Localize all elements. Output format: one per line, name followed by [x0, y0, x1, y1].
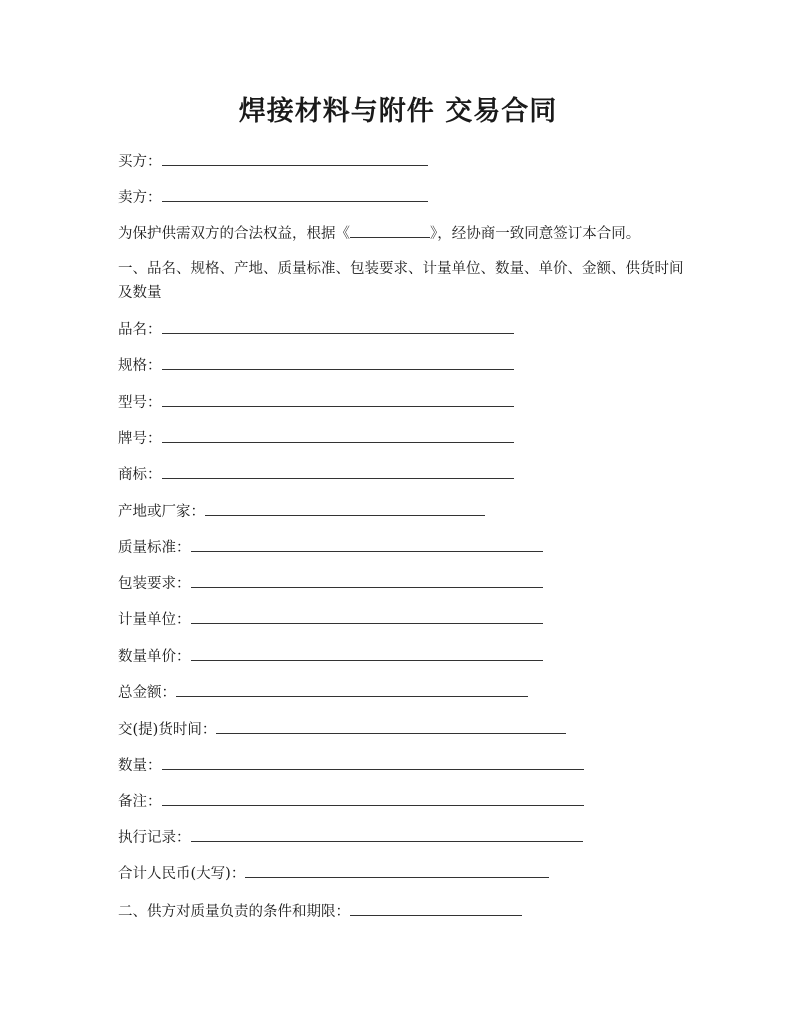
field-label: 型号：: [118, 395, 162, 411]
section-1-heading: 一、品名、规格、产地、质量标准、包装要求、计量单位、数量、单价、金额、供货时间及数量: [118, 261, 684, 301]
intro-text-after: 》，经协商一致同意签订本合同。: [430, 226, 641, 242]
field-line: [118, 645, 543, 667]
section-2-heading: 二、供方对质量负责的条件和期限：: [118, 904, 350, 920]
field-label: 总金额：: [118, 685, 176, 701]
field-blank[interactable]: [176, 681, 528, 697]
field-line: [118, 391, 514, 413]
document-title: 焊接材料与附件 交易合同: [238, 96, 558, 127]
field-blank[interactable]: [191, 645, 543, 661]
field-label: 质量标准：: [118, 540, 191, 556]
intro-text-before: 为保护供需双方的合法权益，根据《: [118, 226, 350, 242]
field-blank[interactable]: [162, 790, 584, 806]
field-label: 包装要求：: [118, 576, 191, 592]
intro-line: [118, 222, 640, 244]
law-name-blank[interactable]: [350, 222, 430, 238]
field-label: 规格：: [118, 358, 162, 374]
field-line: [118, 862, 549, 884]
field-line: [118, 318, 514, 340]
field-blank[interactable]: [162, 754, 584, 770]
field-line: [118, 826, 583, 848]
field-label: 牌号：: [118, 431, 162, 447]
quality-terms-blank[interactable]: [350, 900, 522, 916]
buyer-line: [118, 150, 428, 172]
field-blank[interactable]: [191, 536, 543, 552]
field-label: 合计人民币(大写)：: [118, 866, 246, 882]
field-line: [118, 790, 584, 812]
field-line: [118, 608, 543, 630]
seller-blank[interactable]: [162, 186, 428, 202]
buyer-blank[interactable]: [162, 150, 428, 166]
field-blank[interactable]: [191, 608, 543, 624]
field-blank[interactable]: [205, 500, 485, 516]
field-line: [118, 718, 566, 740]
buyer-label: 买方：: [118, 154, 162, 170]
field-blank[interactable]: [216, 718, 566, 734]
field-line: [118, 354, 514, 376]
field-blank[interactable]: [191, 572, 543, 588]
field-line: [118, 500, 485, 522]
field-label: 数量：: [118, 758, 162, 774]
field-label: 产地或厂家：: [118, 504, 205, 520]
field-label: 备注：: [118, 794, 162, 810]
field-line: [118, 463, 514, 485]
field-blank[interactable]: [245, 862, 549, 878]
field-label: 商标：: [118, 467, 162, 483]
field-label: 品名：: [118, 322, 162, 338]
field-blank[interactable]: [191, 826, 583, 842]
field-label: 交(提)货时间：: [118, 722, 217, 738]
field-blank[interactable]: [162, 391, 514, 407]
field-line: [118, 572, 543, 594]
field-label: 计量单位：: [118, 612, 191, 628]
field-blank[interactable]: [162, 463, 514, 479]
seller-line: [118, 186, 428, 208]
field-blank[interactable]: [162, 354, 514, 370]
field-blank[interactable]: [162, 318, 514, 334]
section-2-line: [118, 900, 522, 922]
field-label: 数量单价：: [118, 649, 191, 665]
field-label: 执行记录：: [118, 830, 191, 846]
field-line: [118, 681, 528, 703]
seller-label: 卖方：: [118, 190, 162, 206]
field-line: [118, 427, 514, 449]
field-line: [118, 754, 584, 776]
field-line: [118, 536, 543, 558]
field-blank[interactable]: [162, 427, 514, 443]
